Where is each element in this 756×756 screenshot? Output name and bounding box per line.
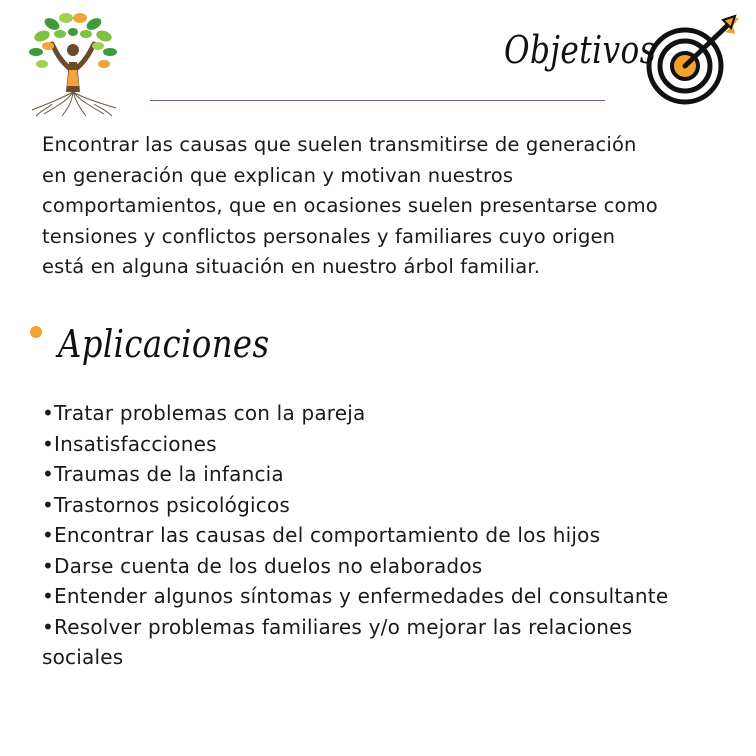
paragraph-line: comportamientos, que en ocasiones suelen presentarse como bbox=[42, 194, 658, 217]
objetivos-title: Objetivos bbox=[504, 28, 657, 72]
paragraph-line: está en alguna situación en nuestro árbol familiar. bbox=[42, 255, 541, 278]
list-item: •Trastornos psicológicos bbox=[42, 492, 291, 517]
objectives-paragraph bbox=[42, 130, 722, 283]
list-item: •Entender algunos síntomas y enfermedades del consultante bbox=[42, 584, 669, 608]
paragraph-line: tensiones y conflictos personales y familiares cuyo origen bbox=[42, 224, 616, 248]
applications-list bbox=[42, 398, 742, 673]
list-item: •Tratar problemas con la pareja bbox=[42, 401, 366, 425]
list-item: •Traumas de la infancia bbox=[42, 462, 284, 486]
list-item: •Encontrar las causas del comportamiento de los hijos bbox=[42, 523, 601, 547]
list-item: •Insatisfacciones bbox=[42, 431, 217, 456]
list-item: sociales bbox=[42, 645, 124, 669]
paragraph-line: Encontrar las causas que suelen transmitirse de generación bbox=[42, 133, 637, 156]
list-item: •Darse cuenta de los duelos no elaborados bbox=[42, 553, 483, 578]
list-item: •Resolver problemas familiares y/o mejorar las relaciones bbox=[42, 614, 633, 639]
section-bullet-icon bbox=[30, 326, 42, 338]
aplicaciones-title: Aplicaciones bbox=[58, 322, 270, 366]
family-tree-icon bbox=[22, 6, 124, 118]
paragraph-line: en generación que explican y motivan nuestros bbox=[42, 163, 514, 187]
header-divider bbox=[150, 100, 605, 101]
target-icon bbox=[645, 14, 741, 106]
